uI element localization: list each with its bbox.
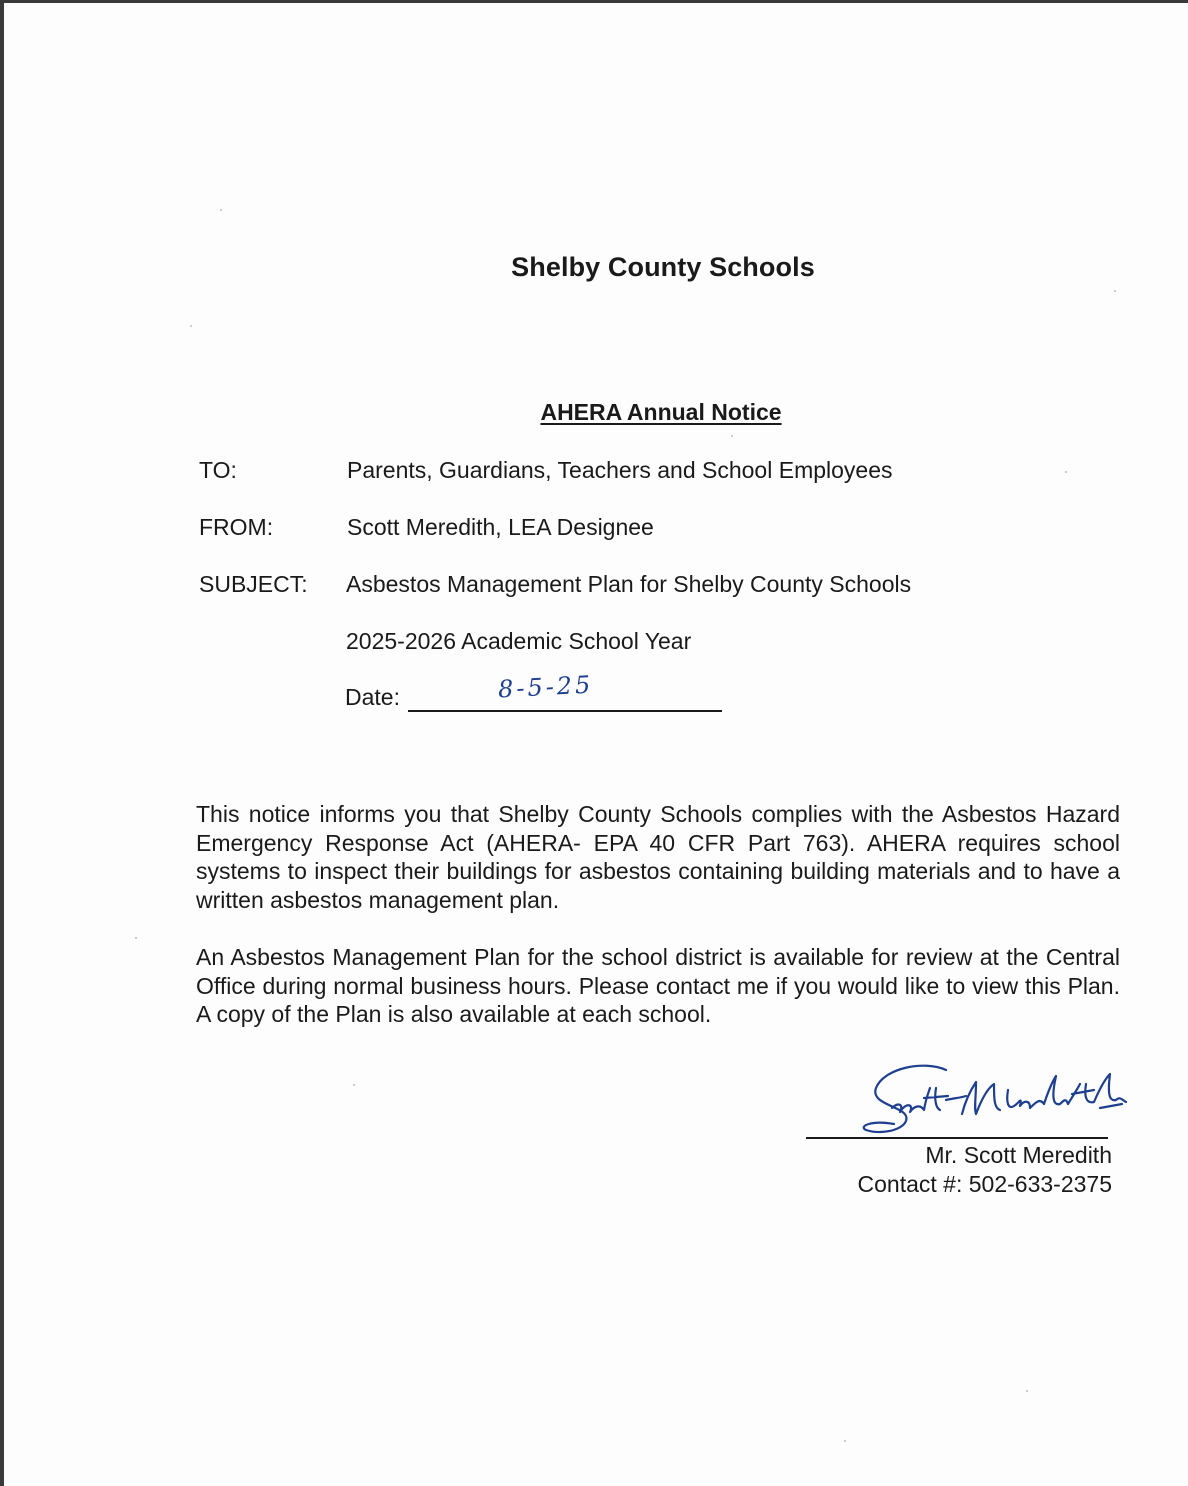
scan-speck (1065, 471, 1067, 473)
signature-stroke-s (864, 1066, 946, 1132)
from-label: FROM: (199, 514, 274, 540)
from-value: Scott Meredith, LEA Designee (347, 514, 654, 540)
signature-stroke-cott (892, 1088, 966, 1112)
subject-year: 2025-2026 Academic School Year (346, 628, 692, 654)
subject-value: Asbestos Management Plan for Shelby County Schools (346, 571, 912, 597)
scan-speck (135, 937, 137, 939)
scan-speck (1114, 290, 1116, 292)
date-underline (408, 710, 722, 712)
scan-speck (731, 435, 733, 437)
handwritten-date: 8-5-25 (497, 670, 594, 704)
scan-speck (353, 1084, 355, 1086)
notice-paragraph-2: An Asbestos Management Plan for the school district is available for review at the Central Office during normal business hours. Please contact me if you would like to view this Plan. A copy of the Plan is also available at each school. (196, 944, 1120, 1027)
scan-speck (844, 1440, 846, 1442)
notice-paragraph-1: This notice informs you that Shelby County Schools complies with the Asbestos Hazard Emergency Response Act (AHERA- EPA 40 CFR Part 763). AHERA requires school systems to inspect their buildings for asbestos containing building materials and to have a written asbestos management plan. (196, 801, 1120, 913)
handwritten-signature (854, 1058, 1134, 1143)
signature-line (806, 1137, 1108, 1139)
to-value: Parents, Guardians, Teachers and School Employees (347, 457, 893, 483)
scan-speck (190, 325, 192, 327)
signatory-contact: Contact #: 502-633-2375 (857, 1171, 1112, 1197)
subject-label: SUBJECT: (199, 571, 308, 597)
date-label: Date: (345, 684, 400, 710)
scan-speck (220, 209, 222, 211)
scan-speck (1026, 1390, 1028, 1392)
notice-title: AHERA Annual Notice (540, 399, 782, 425)
signatory-name: Mr. Scott Meredith (925, 1142, 1112, 1168)
signature-stroke-eredith (1007, 1074, 1126, 1108)
to-label: TO: (199, 457, 237, 483)
organization-title: Shelby County Schools (511, 252, 815, 282)
signature-stroke-m (962, 1082, 1000, 1114)
